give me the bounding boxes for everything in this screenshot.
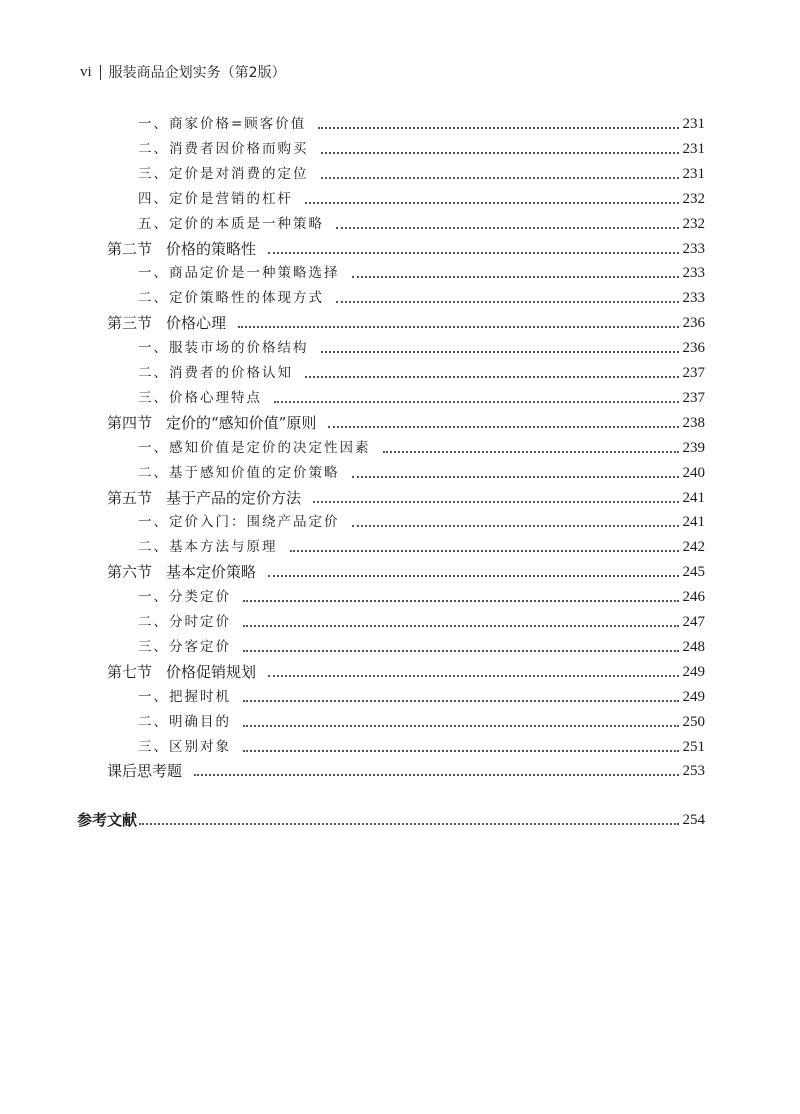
toc-subentry[interactable] [138,110,705,134]
toc-entry-label [107,488,301,508]
toc-entry-label: 一、分类定价 [138,589,231,606]
dot-leader [268,675,678,677]
dot-leader [243,700,679,702]
toc-page-number: 238 [682,414,705,431]
toc-page-number: 237 [682,365,705,381]
toc-page-number: 247 [682,614,705,630]
section-title: 价格心理 [166,314,227,333]
toc-page-number: 232 [682,190,705,207]
toc-page-number: 249 [682,663,705,680]
toc-entry-label [107,562,256,582]
dot-leader [318,127,678,129]
dot-leader [243,650,679,652]
toc-subentry[interactable] [138,259,705,283]
toc-page-number: 250 [682,713,705,730]
toc-entry-label: 四、定价是营销的杠杆 [138,190,293,207]
toc-entry-label: 三、价格心理特点 [138,389,262,406]
dot-leader [321,152,679,154]
section-number: 第四节 [107,413,153,432]
toc-page-number: 242 [682,539,705,556]
toc-section-entry[interactable] [107,235,705,259]
toc-entry-label: 五、定价的本质是一种策略 [138,215,324,232]
toc-page-number: 236 [682,315,705,332]
toc-entry-label: 三、分客定价 [138,638,231,655]
section-title: 基本定价策略 [166,563,257,582]
toc-entry-label: 二、明确目的 [138,713,231,730]
section-title: 基于产品的定价方法 [166,488,302,507]
toc-entry-label [107,662,256,682]
toc-subentry[interactable] [138,135,705,159]
toc-entry-label: 二、基于感知价值的定价策略 [138,464,340,481]
toc-entry-label: 一、定价入门：围绕产品定价 [138,514,340,531]
toc-page-number: 245 [682,564,705,581]
toc-subentry[interactable] [138,284,705,308]
toc-subentry[interactable] [138,210,705,234]
toc-page-number: 236 [682,340,705,357]
toc-page-number: 233 [682,265,705,282]
dot-leader [268,252,678,254]
dot-leader [274,401,679,403]
toc-chapter-entry[interactable] [77,806,705,830]
dot-leader [352,476,679,478]
dot-leader [243,600,679,602]
toc-section-entry[interactable] [107,558,705,582]
toc-subentry[interactable] [138,185,705,209]
dot-leader [290,550,679,552]
toc-page-number: 237 [682,389,705,406]
toc-entry-label: 二、基本方法与原理 [138,539,278,556]
toc-subentry[interactable] [138,583,705,607]
section-number: 第三节 [107,314,153,333]
toc-page-number: 231 [682,165,705,182]
dot-leader [313,501,678,503]
toc-entry-label: 一、服装市场的价格结构 [138,340,309,357]
section-number: 第二节 [107,239,153,258]
dot-leader [336,227,679,229]
toc-subentry[interactable] [138,708,705,732]
book-title: 服装商品企划实务（第2版） [108,65,286,81]
dot-leader [268,575,678,577]
toc-subentry[interactable] [138,608,705,632]
toc-subentry[interactable] [138,508,705,532]
toc-subentry[interactable] [138,733,705,757]
toc-page-number: 241 [682,514,705,531]
toc-entry-label: 二、分时定价 [138,614,231,630]
dot-leader [305,376,679,378]
toc-entry-label: 课后思考题 [107,762,183,781]
toc-section-entry[interactable] [107,658,705,682]
toc-entry-label: 参考文献 [77,811,138,830]
toc-entry-label: 一、感知价值是定价的决定性因素 [138,439,371,456]
toc-entry-label: 三、区别对象 [138,738,231,755]
toc-subentry[interactable] [138,633,705,657]
section-title: 价格的策略性 [166,239,257,258]
page-number: vi [80,63,92,80]
toc-entry-label: 三、定价是对消费的定位 [138,165,309,182]
section-title: 定价的“感知价值”原则 [166,413,317,432]
section-title: 价格促销规划 [166,662,257,681]
toc-page-number: 233 [682,290,705,307]
toc-entry-label: 二、消费者因价格而购买 [138,140,309,157]
toc-section-entry[interactable] [107,757,705,781]
section-number: 第七节 [107,662,153,681]
toc-subentry[interactable] [138,334,705,358]
running-header [80,62,286,82]
toc-page-number: 233 [682,240,705,257]
section-number: 第六节 [107,563,153,582]
toc-page-number: 254 [682,812,705,829]
dot-leader [328,426,678,428]
dot-leader [194,774,678,776]
toc-entry-label: 一、把握时机 [138,688,231,705]
toc-subentry[interactable] [138,384,705,408]
toc-page-number: 231 [682,140,705,157]
dot-leader [383,451,679,453]
dot-leader [321,351,679,353]
dot-leader [336,301,679,303]
section-number: 第五节 [107,488,153,507]
dot-leader [238,326,678,328]
toc-page-number: 251 [682,738,705,755]
dot-leader [243,725,679,727]
toc-section-entry[interactable] [107,309,705,333]
toc-page-number: 253 [682,763,705,780]
toc-subentry[interactable] [138,434,705,458]
toc-subentry[interactable] [138,533,705,557]
toc-page-number: 249 [682,688,705,705]
toc-page-number: 241 [682,489,705,506]
toc-entry-label [107,313,226,333]
toc-subentry[interactable] [138,160,705,184]
toc-page-number: 232 [682,215,705,232]
toc-subentry[interactable] [138,459,705,483]
toc-page-number: 239 [682,439,705,456]
toc-entry-label: 一、商家价格=顾客价值 [138,116,307,132]
toc-entry-label [107,413,316,433]
dot-leader [321,177,679,179]
dot-leader [243,750,679,752]
toc-section-entry[interactable] [107,409,705,433]
toc-page-number: 240 [682,464,705,481]
dot-leader [352,525,679,527]
toc-entry-label: 二、消费者的价格认知 [138,365,293,381]
toc-subentry[interactable] [138,359,705,383]
dot-leader [139,823,678,825]
toc-entry-label [107,239,256,259]
toc-entry-label: 二、定价策略性的体现方式 [138,290,324,307]
toc-subentry[interactable] [138,683,705,707]
toc-entry-label: 一、商品定价是一种策略选择 [138,265,340,282]
toc-page-number: 246 [682,589,705,606]
dot-leader [243,625,679,627]
toc-section-entry[interactable] [107,484,705,508]
toc-page-number: 248 [682,638,705,655]
dot-leader [305,202,679,204]
toc-page-number: 231 [682,116,705,132]
header-divider [100,65,101,80]
dot-leader [352,276,679,278]
